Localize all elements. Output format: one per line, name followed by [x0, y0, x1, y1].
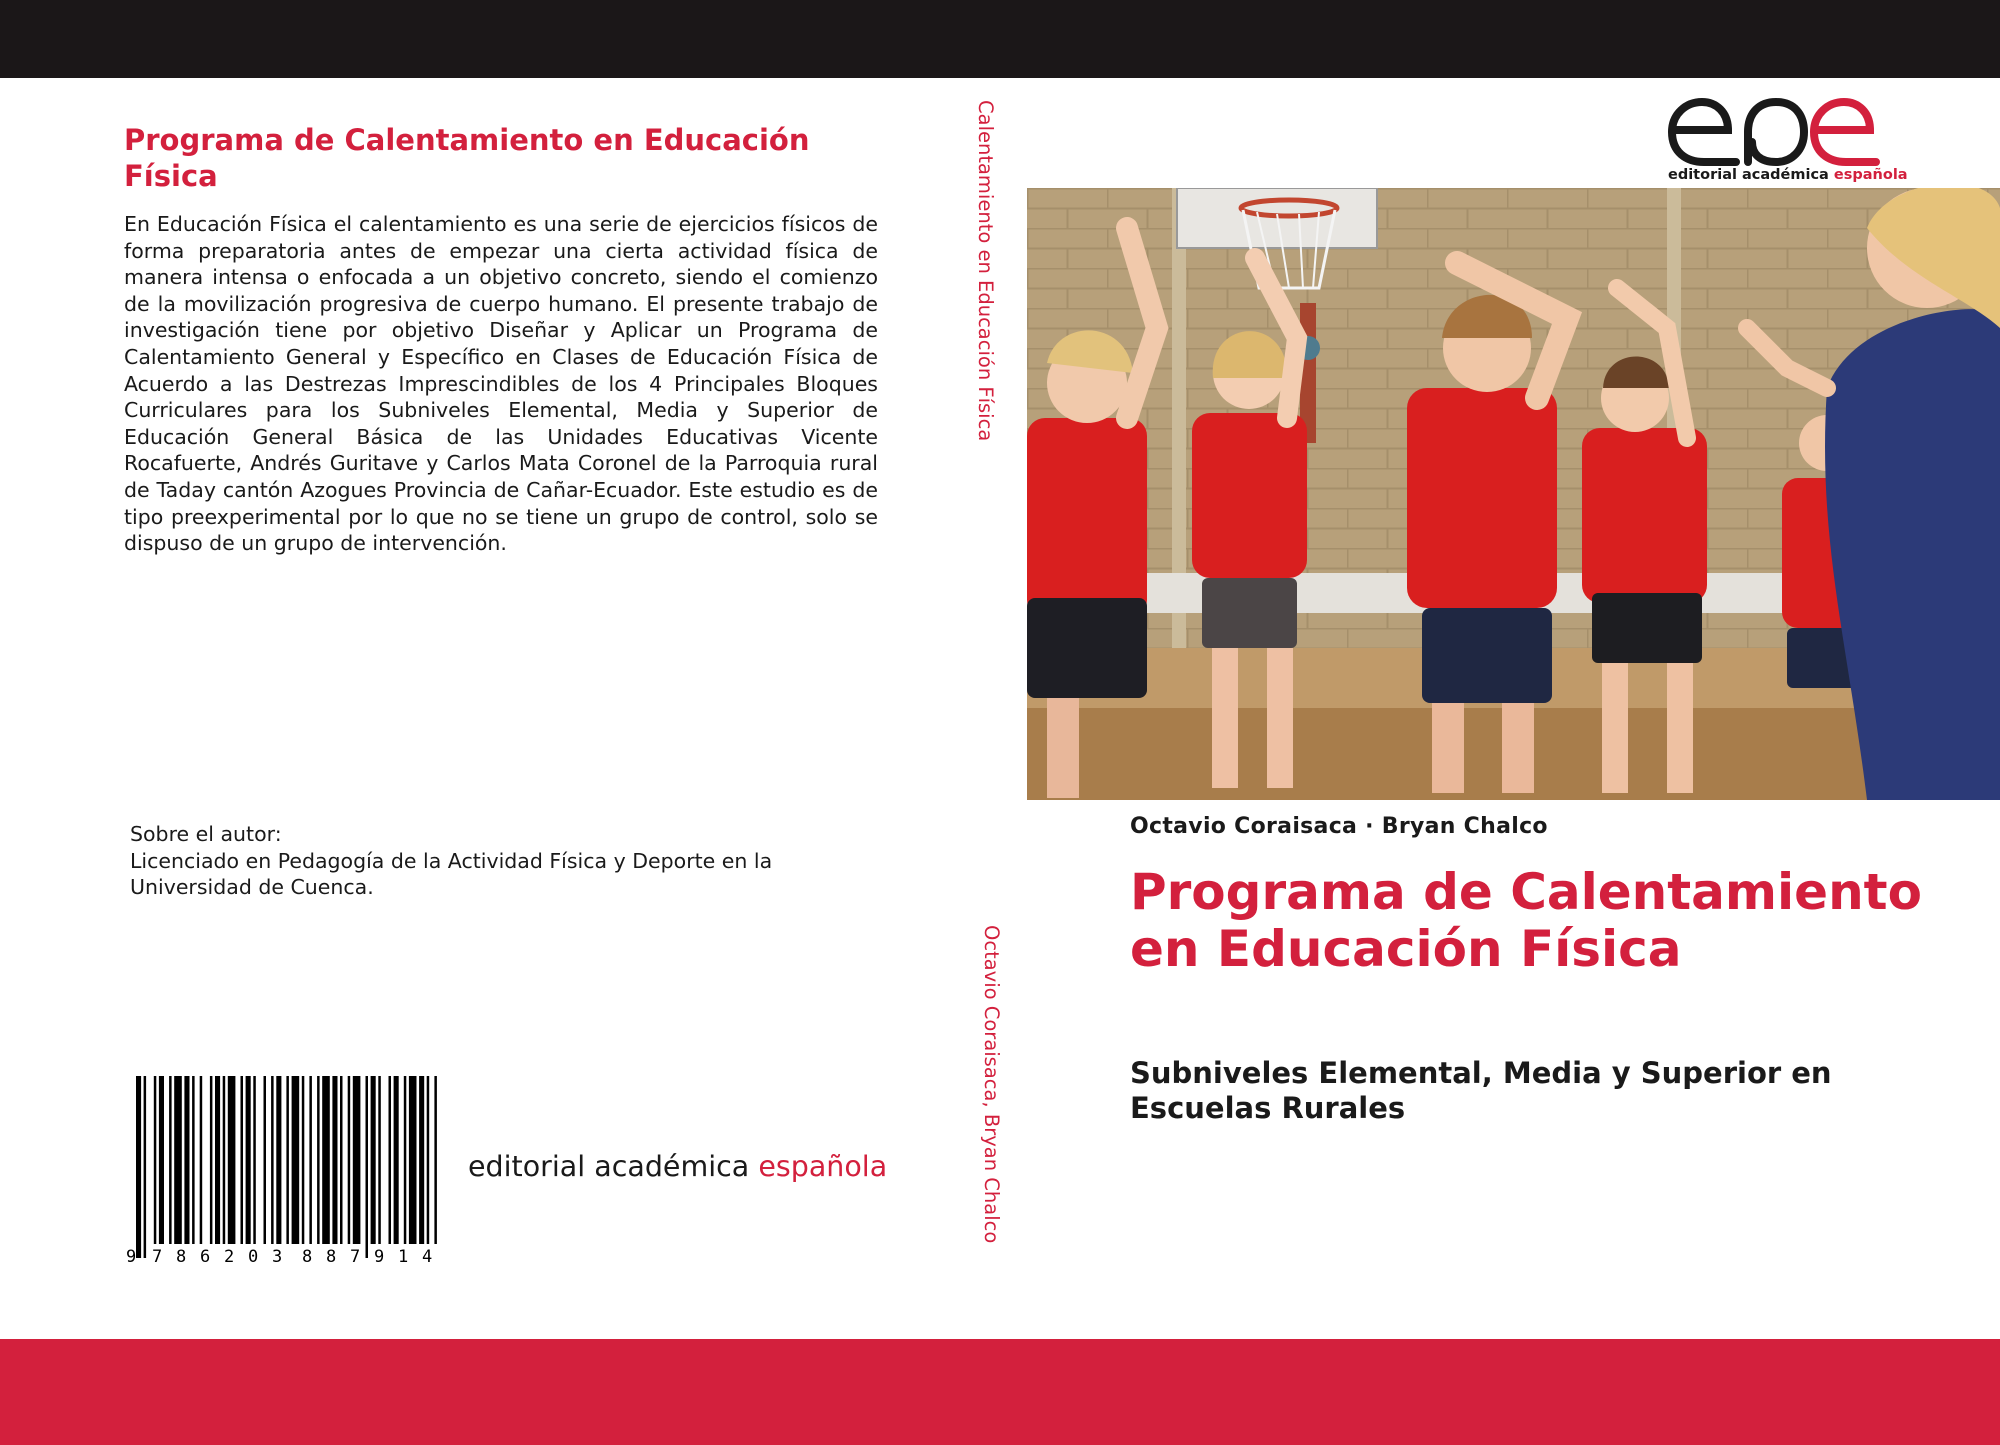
barcode-bar [223, 1076, 226, 1244]
barcode-bar [264, 1076, 267, 1244]
bottom-band [0, 1339, 2000, 1445]
barcode-bar [144, 1076, 147, 1258]
front-authors: Octavio Coraisaca · Bryan Chalco [1130, 814, 1548, 839]
barcode-bar [136, 1076, 141, 1258]
top-band [0, 0, 2000, 78]
spine-authors: Octavio Coraisaca, Bryan Chalco [980, 925, 1003, 1244]
publisher-name-accent: española [758, 1150, 888, 1183]
barcode-digit: 0 [248, 1247, 259, 1266]
barcode-bar [200, 1076, 203, 1244]
barcode-bar [292, 1076, 300, 1244]
barcode-bar [394, 1076, 399, 1244]
barcode-digit: 3 [272, 1247, 283, 1266]
barcode-digit: 8 [326, 1247, 337, 1266]
barcode-digit: 6 [200, 1247, 211, 1266]
back-publisher-name [468, 1150, 887, 1183]
back-cover-synopsis: En Educación Física el calentamiento es una serie de ejercicios físicos de forma preparatoria antes de empezar una cierta actividad física de manera intensa o enfocada a un objetivo concreto, siendo el comienzo de la movilización progresiva de cuerpo humano. El presente trabajo de investigación tiene por objetivo Diseñar y Aplicar un Programa de Calentamiento General y Específico en Clases de Educación Física de Acuerdo a las Destrezas Imprescindibles de los 4 Principales Bloques Curriculares para los Subniveles Elemental, Media y Superior de Educación General Básica de las Unidades Educativas Vicente Rocafuerte, Andrés Guritave y Carlos Mata Coronel de la Parroquia rural de Taday cantón Azogues Provincia de Cañar-Ecuador. Este estudio es de tipo preexperimental por lo que no se tiene un grupo de control, solo se dispuso de un grupo de intervención. [124, 212, 878, 556]
barcode-bar [404, 1076, 407, 1244]
barcode-digit: 1 [398, 1247, 409, 1266]
cover-photo [1027, 188, 2000, 800]
barcode-bar [241, 1076, 244, 1244]
logo-wordmark-main: editorial académica [1668, 167, 1829, 183]
barcode-bar [434, 1076, 437, 1244]
logo-wordmark [1668, 167, 1908, 183]
barcode-digit: 9 [126, 1247, 137, 1266]
barcode-digit: 9 [374, 1247, 385, 1266]
barcode-digit: 7 [152, 1247, 163, 1266]
barcode-bar [192, 1076, 195, 1244]
barcode-digit: 8 [176, 1247, 187, 1266]
barcode-digit: 4 [422, 1247, 433, 1266]
barcode-digit: 8 [302, 1247, 313, 1266]
about-author-label: Sobre el autor: [130, 822, 282, 846]
barcode-bar [228, 1076, 236, 1244]
barcode-bar [332, 1076, 337, 1244]
barcode-bar [317, 1076, 320, 1244]
barcode-bar [309, 1076, 312, 1244]
barcode-bar [169, 1076, 172, 1244]
barcode-bar [276, 1076, 281, 1244]
barcode-bar [378, 1076, 381, 1244]
isbn-barcode [126, 1076, 450, 1266]
barcode-bar [371, 1076, 376, 1244]
barcode-bar [253, 1076, 256, 1244]
barcode-bar [348, 1076, 351, 1244]
barcode-bar [184, 1076, 189, 1244]
barcode-bar [353, 1076, 361, 1244]
barcode-digits [126, 1247, 432, 1266]
back-cover-title: Programa de Calentamiento en Educación Física [124, 123, 810, 193]
barcode-digit: 7 [350, 1247, 361, 1266]
barcode-bar [409, 1076, 417, 1244]
barcode-bar [322, 1076, 330, 1244]
barcode-bar [154, 1076, 157, 1244]
barcode-digit: 2 [224, 1247, 235, 1266]
barcode-bar [340, 1076, 343, 1244]
about-author-line: Licenciado en Pedagogía de la Actividad Física y Deporte en la [130, 848, 773, 873]
barcode-bars [136, 1076, 437, 1258]
barcode-bar [159, 1076, 164, 1244]
front-title: Programa de Calentamiento en Educación Física [1130, 863, 1922, 978]
barcode-bar [286, 1076, 289, 1244]
barcode-bar [246, 1076, 251, 1244]
about-author-line: Universidad de Cuenca. [130, 875, 374, 900]
spine-title: Calentamiento en Educación Física [974, 100, 997, 442]
barcode-bar [366, 1076, 369, 1258]
publisher-name-main: editorial académica [468, 1150, 750, 1183]
about-author [130, 821, 830, 901]
barcode-bar [389, 1076, 392, 1244]
barcode-bar [427, 1076, 430, 1244]
barcode-bar [215, 1076, 220, 1244]
barcode-bar [271, 1076, 274, 1244]
barcode-bar [302, 1076, 305, 1244]
barcode-bar [210, 1076, 213, 1244]
barcode-bar [419, 1076, 424, 1244]
barcode-bar [174, 1076, 182, 1244]
cover-photo-illustration [1027, 188, 2000, 800]
front-subtitle: Subniveles Elemental, Media y Superior en Escuelas Rurales [1130, 1056, 1832, 1125]
logo-wordmark-accent: española [1833, 167, 1908, 183]
